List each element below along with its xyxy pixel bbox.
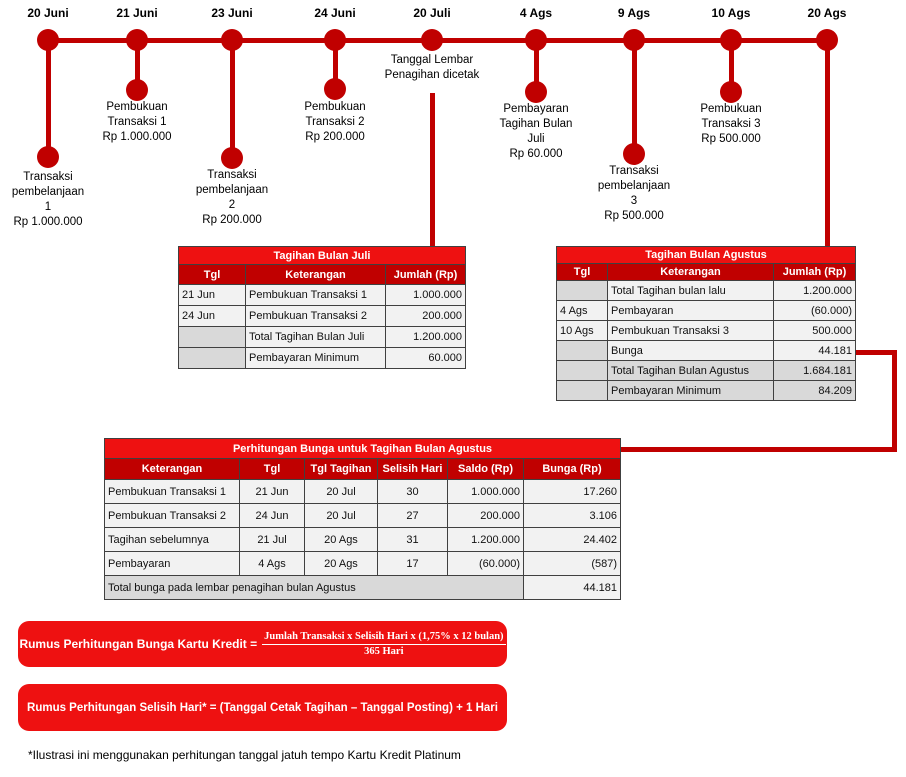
table-cell: Tagihan sebelumnya xyxy=(105,528,240,552)
table-title: Tagihan Bulan Agustus xyxy=(557,247,856,264)
column-header: Tgl Tagihan xyxy=(305,459,378,480)
timeline-stem xyxy=(230,40,235,158)
table-row xyxy=(105,552,621,576)
timeline-stem xyxy=(632,40,637,154)
timeline-event-label xyxy=(170,168,294,228)
table-title-row xyxy=(557,247,856,264)
column-header: Saldo (Rp) xyxy=(448,459,524,480)
timeline-event-label-line: Penagihan dicetak xyxy=(384,69,480,81)
timeline-date-label: 10 Ags xyxy=(711,6,751,20)
table-row xyxy=(557,321,856,341)
formula-bunga-label: Rumus Perhitungan Bunga Kartu Kredit = xyxy=(19,637,258,651)
billing-table xyxy=(104,438,621,600)
table-cell: 1.200.000 xyxy=(774,281,856,301)
timeline-event-label-line: Tanggal Lembar xyxy=(390,54,474,66)
table-row xyxy=(105,576,621,600)
table-cell xyxy=(557,381,608,401)
column-header: Keterangan xyxy=(105,459,240,480)
table-cell: Total bunga pada lembar penagihan bulan Agustus xyxy=(105,576,524,600)
table-cell: (587) xyxy=(524,552,621,576)
formula-box-selisih-hari xyxy=(18,684,507,731)
timeline-event-label-line: Transaksi 1 xyxy=(107,116,167,128)
table-row xyxy=(557,381,856,401)
timeline-event-label-line: Rp 60.000 xyxy=(509,148,563,160)
table-cell: 44.181 xyxy=(774,341,856,361)
timeline-date-label: 24 Juni xyxy=(314,6,356,20)
timeline-event-label-line: Pembukuan xyxy=(700,103,762,115)
table-cell: (60.000) xyxy=(774,301,856,321)
timeline-date-label: 4 Ags xyxy=(519,6,553,20)
timeline-event-label-line: Transaksi 3 xyxy=(701,118,761,130)
column-header: Selisih Hari xyxy=(378,459,448,480)
timeline-event-dot xyxy=(623,143,645,165)
timeline-event-label-line: Pembayaran xyxy=(503,103,569,115)
timeline-event-label-line: pembelanjaan xyxy=(597,180,671,192)
timeline-event-label-line: Pembukuan xyxy=(106,101,168,113)
table-title: Perhitungan Bunga untuk Tagihan Bulan Agustus xyxy=(105,439,621,459)
table-cell: 1.200.000 xyxy=(448,528,524,552)
timeline-date-label: 23 Juni xyxy=(211,6,253,20)
connector-segment-horizontal-bottom xyxy=(618,447,897,452)
table-cell: Total Tagihan bulan lalu xyxy=(608,281,774,301)
timeline-date-label: 9 Ags xyxy=(617,6,651,20)
table-cell: 500.000 xyxy=(774,321,856,341)
timeline-stem xyxy=(46,40,51,157)
table-header-row xyxy=(557,264,856,281)
timeline-event-label xyxy=(474,102,598,162)
table-cell: 24 Jun xyxy=(179,306,246,327)
timeline-dot xyxy=(421,29,443,51)
timeline-event-label-line: Transaksi 2 xyxy=(305,116,365,128)
table-cell: 200.000 xyxy=(386,306,466,327)
table-cell xyxy=(557,281,608,301)
table-cell: 3.106 xyxy=(524,504,621,528)
timeline-event-label-line: Rp 200.000 xyxy=(202,214,262,226)
table-cell: Total Tagihan Bulan Juli xyxy=(246,327,386,348)
table-cell: 27 xyxy=(378,504,448,528)
table-perhitungan-bunga xyxy=(104,438,621,600)
table-row xyxy=(179,285,466,306)
table-cell: 10 Ags xyxy=(557,321,608,341)
column-header: Keterangan xyxy=(608,264,774,281)
table-cell: 21 Jun xyxy=(240,480,305,504)
table-cell: Pembukuan Transaksi 1 xyxy=(246,285,386,306)
timeline xyxy=(0,0,906,250)
timeline-event-label xyxy=(273,100,397,145)
table-cell: (60.000) xyxy=(448,552,524,576)
table-cell: 44.181 xyxy=(524,576,621,600)
table-header-row xyxy=(105,459,621,480)
timeline-event-label-line: Transaksi xyxy=(23,171,73,183)
table-cell: 17 xyxy=(378,552,448,576)
table-cell xyxy=(557,361,608,381)
timeline-event-label-line: 1 xyxy=(44,201,52,213)
table-title: Tagihan Bulan Juli xyxy=(179,247,466,265)
table-cell: 24 Jun xyxy=(240,504,305,528)
timeline-event-label xyxy=(370,53,494,83)
table-tagihan-bulan-agustus xyxy=(556,246,856,401)
timeline-event-label-line: Rp 200.000 xyxy=(305,131,365,143)
table-cell: 21 Jul xyxy=(240,528,305,552)
timeline-date-label: 20 Juli xyxy=(413,6,451,20)
table-cell: 17.260 xyxy=(524,480,621,504)
table-title-row xyxy=(179,247,466,265)
timeline-event-label-line: 3 xyxy=(630,195,638,207)
table-row xyxy=(179,348,466,369)
formula-bunga-fraction xyxy=(262,630,505,658)
timeline-event-label xyxy=(75,100,199,145)
column-header: Keterangan xyxy=(246,265,386,285)
table-cell: Pembukuan Transaksi 2 xyxy=(246,306,386,327)
table-cell xyxy=(179,327,246,348)
table-cell: 60.000 xyxy=(386,348,466,369)
table-row xyxy=(105,480,621,504)
table-cell: Total Tagihan Bulan Agustus xyxy=(608,361,774,381)
timeline-event-label-line: pembelanjaan xyxy=(195,184,269,196)
timeline-event-label-line: Tagihan Bulan xyxy=(499,118,573,130)
table-cell: 20 Jul xyxy=(305,504,378,528)
timeline-event-label-line: Transaksi xyxy=(207,169,257,181)
table-cell: 4 Ags xyxy=(240,552,305,576)
table-cell: 31 xyxy=(378,528,448,552)
table-cell: Pembayaran xyxy=(105,552,240,576)
timeline-event-label-line: 2 xyxy=(228,199,236,211)
column-header: Jumlah (Rp) xyxy=(386,265,466,285)
timeline-event-label-line: Juli xyxy=(527,133,545,145)
table-cell: 21 Jun xyxy=(179,285,246,306)
timeline-event-label-line: Rp 1.000.000 xyxy=(102,131,172,143)
table-cell xyxy=(557,341,608,361)
table-cell: 30 xyxy=(378,480,448,504)
timeline-event-dot xyxy=(221,147,243,169)
column-header: Bunga (Rp) xyxy=(524,459,621,480)
timeline-event-label-line: Rp 500.000 xyxy=(701,133,761,145)
table-cell: 4 Ags xyxy=(557,301,608,321)
table-cell: 1.000.000 xyxy=(386,285,466,306)
table-cell: 1.000.000 xyxy=(448,480,524,504)
table-row xyxy=(179,327,466,348)
table-cell: 20 Ags xyxy=(305,552,378,576)
table-cell: Pembayaran Minimum xyxy=(246,348,386,369)
table-row xyxy=(557,301,856,321)
table-title-row xyxy=(105,439,621,459)
column-header: Tgl xyxy=(240,459,305,480)
formula-bunga-denominator: 365 Hari xyxy=(364,645,404,657)
timeline-event-label-line: Pembukuan xyxy=(304,101,366,113)
timeline-event-dot xyxy=(126,79,148,101)
table-cell: 1.200.000 xyxy=(386,327,466,348)
table-row xyxy=(179,306,466,327)
table-cell: 20 Ags xyxy=(305,528,378,552)
timeline-event-label-line: Rp 500.000 xyxy=(604,210,664,222)
table-row xyxy=(557,281,856,301)
timeline-event-dot xyxy=(720,81,742,103)
table-cell: 1.684.181 xyxy=(774,361,856,381)
table-header-row xyxy=(179,265,466,285)
timeline-event-label-line: Rp 1.000.000 xyxy=(13,216,83,228)
table-cell: 20 Jul xyxy=(305,480,378,504)
table-cell: Pembayaran Minimum xyxy=(608,381,774,401)
timeline-date-label: 21 Juni xyxy=(116,6,158,20)
connector-segment-vertical xyxy=(892,350,897,452)
timeline-drop-line xyxy=(825,40,830,247)
footnote: *Ilustrasi ini menggunakan perhitungan tanggal jatuh tempo Kartu Kredit Platinum xyxy=(28,748,461,762)
table-cell: 24.402 xyxy=(524,528,621,552)
timeline-event-label xyxy=(669,102,793,147)
timeline-event-dot xyxy=(525,81,547,103)
table-cell: 84.209 xyxy=(774,381,856,401)
timeline-date-label: 20 Ags xyxy=(807,6,847,20)
formula-box-bunga xyxy=(18,621,507,667)
table-cell: Pembayaran xyxy=(608,301,774,321)
timeline-event-label-line: pembelanjaan xyxy=(11,186,85,198)
timeline-date-label: 20 Juni xyxy=(27,6,69,20)
billing-table xyxy=(556,246,856,401)
table-row xyxy=(105,528,621,552)
table-cell: Pembukuan Transaksi 3 xyxy=(608,321,774,341)
timeline-event-label xyxy=(0,170,110,230)
billing-table xyxy=(178,246,466,369)
table-cell: Pembukuan Transaksi 1 xyxy=(105,480,240,504)
timeline-event-dot xyxy=(324,78,346,100)
timeline-event-label xyxy=(572,164,696,224)
table-cell xyxy=(179,348,246,369)
table-cell: Pembukuan Transaksi 2 xyxy=(105,504,240,528)
column-header: Tgl xyxy=(557,264,608,281)
table-cell: 200.000 xyxy=(448,504,524,528)
table-row xyxy=(105,504,621,528)
table-row xyxy=(557,341,856,361)
timeline-drop-line xyxy=(430,93,435,247)
timeline-event-dot xyxy=(37,146,59,168)
column-header: Jumlah (Rp) xyxy=(774,264,856,281)
column-header: Tgl xyxy=(179,265,246,285)
table-cell: Bunga xyxy=(608,341,774,361)
formula-selisih-label: Rumus Perhitungan Selisih Hari* = (Tanggal Cetak Tagihan – Tanggal Posting) + 1 Hari xyxy=(27,701,498,714)
connector-segment-horizontal-top xyxy=(855,350,897,355)
formula-bunga-numerator: Jumlah Transaksi x Selisih Hari x (1,75% x 12 bulan) xyxy=(262,630,505,645)
table-row xyxy=(557,361,856,381)
timeline-event-label-line: Transaksi xyxy=(609,165,659,177)
table-tagihan-bulan-juli xyxy=(178,246,466,369)
